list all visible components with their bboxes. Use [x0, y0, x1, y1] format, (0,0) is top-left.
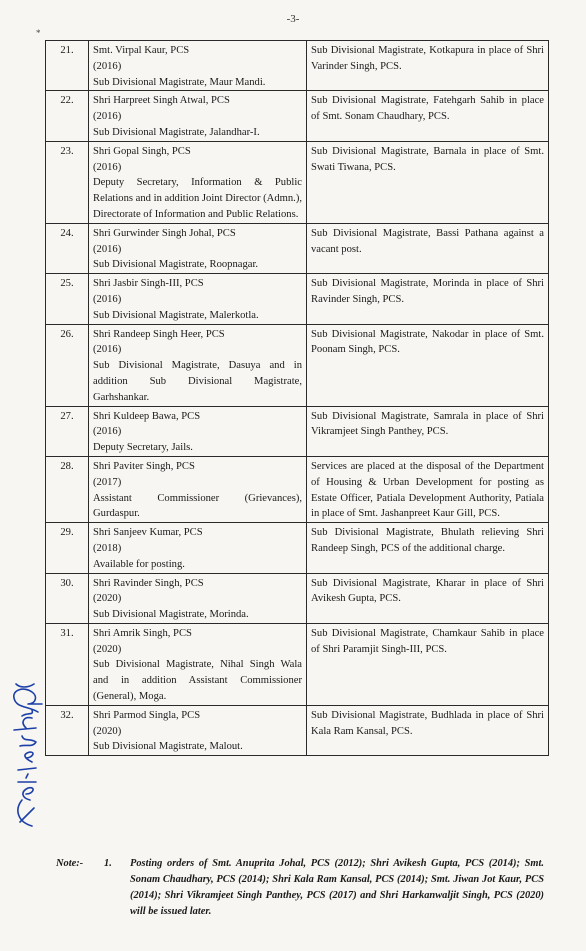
officer-name: Shri Jasbir Singh-III, PCS [93, 278, 204, 290]
officer-cell [89, 623, 307, 705]
officer-batch: (2020) [93, 725, 122, 737]
officer-batch: (2016) [93, 293, 122, 305]
officer-cell [89, 141, 307, 223]
officer-name: Shri Kuldeep Bawa, PCS [93, 410, 201, 422]
officer-cell [89, 456, 307, 522]
officer-name: Shri Randeep Singh Heer, PCS [93, 328, 225, 340]
officer-name: Shri Ravinder Singh, PCS [93, 577, 204, 589]
officer-cell [89, 573, 307, 623]
current-posting: Sub Divisional Magistrate, Morinda. [93, 609, 249, 621]
serial-number: 22. [46, 91, 89, 141]
serial-number: 25. [46, 274, 89, 324]
officer-cell [89, 705, 307, 755]
serial-number: 28. [46, 456, 89, 522]
officer-name: Shri Sanjeev Kumar, PCS [93, 527, 203, 539]
serial-number: 24. [46, 223, 89, 273]
current-posting: Assistant Commissioner (Grievances), Gurdaspur. [93, 492, 302, 520]
officer-name: Shri Harpreet Singh Atwal, PCS [93, 95, 230, 107]
new-posting: Sub Divisional Magistrate, Bassi Pathana against a vacant post. [307, 223, 549, 273]
serial-number: 23. [46, 141, 89, 223]
serial-number: 21. [46, 41, 89, 91]
table-row [46, 324, 549, 406]
officer-cell [89, 91, 307, 141]
officer-name: Shri Paviter Singh, PCS [93, 460, 195, 472]
new-posting: Sub Divisional Magistrate, Bhulath relieving Shri Randeep Singh, PCS of the additional charge. [307, 523, 549, 573]
current-posting: Sub Divisional Magistrate, Roopnagar. [93, 259, 259, 271]
new-posting: Sub Divisional Magistrate, Morinda in place of Shri Ravinder Singh, PCS. [307, 274, 549, 324]
current-posting: Available for posting. [93, 558, 185, 570]
current-posting: Sub Divisional Magistrate, Jalandhar-I. [93, 126, 260, 138]
handwritten-signature [2, 682, 46, 830]
officer-batch: (2016) [93, 243, 122, 255]
table-row [46, 705, 549, 755]
new-posting: Sub Divisional Magistrate, Chamkaur Sahib in place of Shri Paramjit Singh-III, PCS. [307, 623, 549, 705]
officer-cell [89, 274, 307, 324]
new-posting: Sub Divisional Magistrate, Barnala in place of Smt. Swati Tiwana, PCS. [307, 141, 549, 223]
current-posting: Deputy Secretary, Jails. [93, 442, 193, 454]
new-posting: Sub Divisional Magistrate, Nakodar in place of Smt. Poonam Singh, PCS. [307, 324, 549, 406]
current-posting: Sub Divisional Magistrate, Dasuya and in addition Sub Divisional Magistrate, Garhshankar. [93, 360, 302, 403]
table-row [46, 223, 549, 273]
current-posting: Sub Divisional Magistrate, Maur Mandi. [93, 76, 266, 88]
table-row [46, 456, 549, 522]
table-row [46, 41, 549, 91]
posting-orders-table [45, 40, 549, 756]
serial-number: 27. [46, 406, 89, 456]
note-index: 1. [104, 858, 112, 869]
officer-cell [89, 223, 307, 273]
officer-batch: (2016) [93, 111, 122, 123]
officer-batch: (2020) [93, 643, 122, 655]
officer-batch: (2017) [93, 476, 122, 488]
page-number: -3- [286, 13, 300, 25]
officer-batch: (2020) [93, 593, 122, 605]
note-text: Posting orders of Smt. Anuprita Johal, PCS (2012); Shri Avikesh Gupta, PCS (2014); Smt. Sonam Chaudhary, PCS (2014); Shri Kala Ram Kansal, PCS (2014); Smt. Jiwan Jot Kaur, PCS (2014); Shri Vikramjeet Singh Panthey, PCS (2017) and Shri Harkanwaljit Singh, PCS (2020) will be issued later. [130, 858, 544, 917]
new-posting: Sub Divisional Magistrate, Kharar in place of Shri Avikesh Gupta, PCS. [307, 573, 549, 623]
serial-number: 32. [46, 705, 89, 755]
table-row [46, 623, 549, 705]
table-row [46, 274, 549, 324]
officer-batch: (2016) [93, 60, 122, 72]
new-posting: Sub Divisional Magistrate, Budhlada in place of Shri Kala Ram Kansal, PCS. [307, 705, 549, 755]
table-row [46, 91, 549, 141]
table-row [46, 523, 549, 573]
officer-name: Shri Gopal Singh, PCS [93, 145, 191, 157]
table-row [46, 406, 549, 456]
serial-number: 31. [46, 623, 89, 705]
officer-cell [89, 324, 307, 406]
current-posting: Sub Divisional Magistrate, Malerkotla. [93, 309, 259, 321]
officer-batch: (2016) [93, 344, 122, 356]
new-posting: Sub Divisional Magistrate, Fatehgarh Sahib in place of Smt. Sonam Chaudhary, PCS. [307, 91, 549, 141]
serial-number: 29. [46, 523, 89, 573]
officer-name: Shri Parmod Singla, PCS [93, 709, 201, 721]
note-label: Note:- [56, 858, 84, 869]
table-row [46, 141, 549, 223]
current-posting: Sub Divisional Magistrate, Malout. [93, 741, 243, 753]
officer-name: Shri Gurwinder Singh Johal, PCS [93, 227, 236, 239]
table-row [46, 573, 549, 623]
officer-batch: (2016) [93, 426, 122, 438]
officer-batch: (2016) [93, 161, 122, 173]
officer-name: Shri Amrik Singh, PCS [93, 627, 192, 639]
officer-cell [89, 41, 307, 91]
current-posting: Sub Divisional Magistrate, Nihal Singh Wala and in addition Assistant Commissioner (General), Moga. [93, 659, 302, 703]
new-posting: Sub Divisional Magistrate, Kotkapura in place of Shri Varinder Singh, PCS. [307, 41, 549, 91]
officer-cell [89, 523, 307, 573]
new-posting: Services are placed at the disposal of the Department of Housing & Urban Development for posting as Estate Officer, Patiala Development Authority, Patiala in place of Smt. Jashanpreet Kaur Gill, PCS. [307, 456, 549, 522]
officer-name: Smt. Virpal Kaur, PCS [93, 45, 190, 56]
serial-number: 30. [46, 573, 89, 623]
new-posting: Sub Divisional Magistrate, Samrala in place of Shri Vikramjeet Singh Panthey, PCS. [307, 406, 549, 456]
officer-batch: (2018) [93, 542, 122, 554]
officer-cell [89, 406, 307, 456]
current-posting: Deputy Secretary, Information & Public Relations and in addition Joint Director (Admn.), Directorate of Information and Public Relations. [93, 177, 302, 220]
serial-number: 26. [46, 324, 89, 406]
side-mark: * [36, 28, 41, 38]
